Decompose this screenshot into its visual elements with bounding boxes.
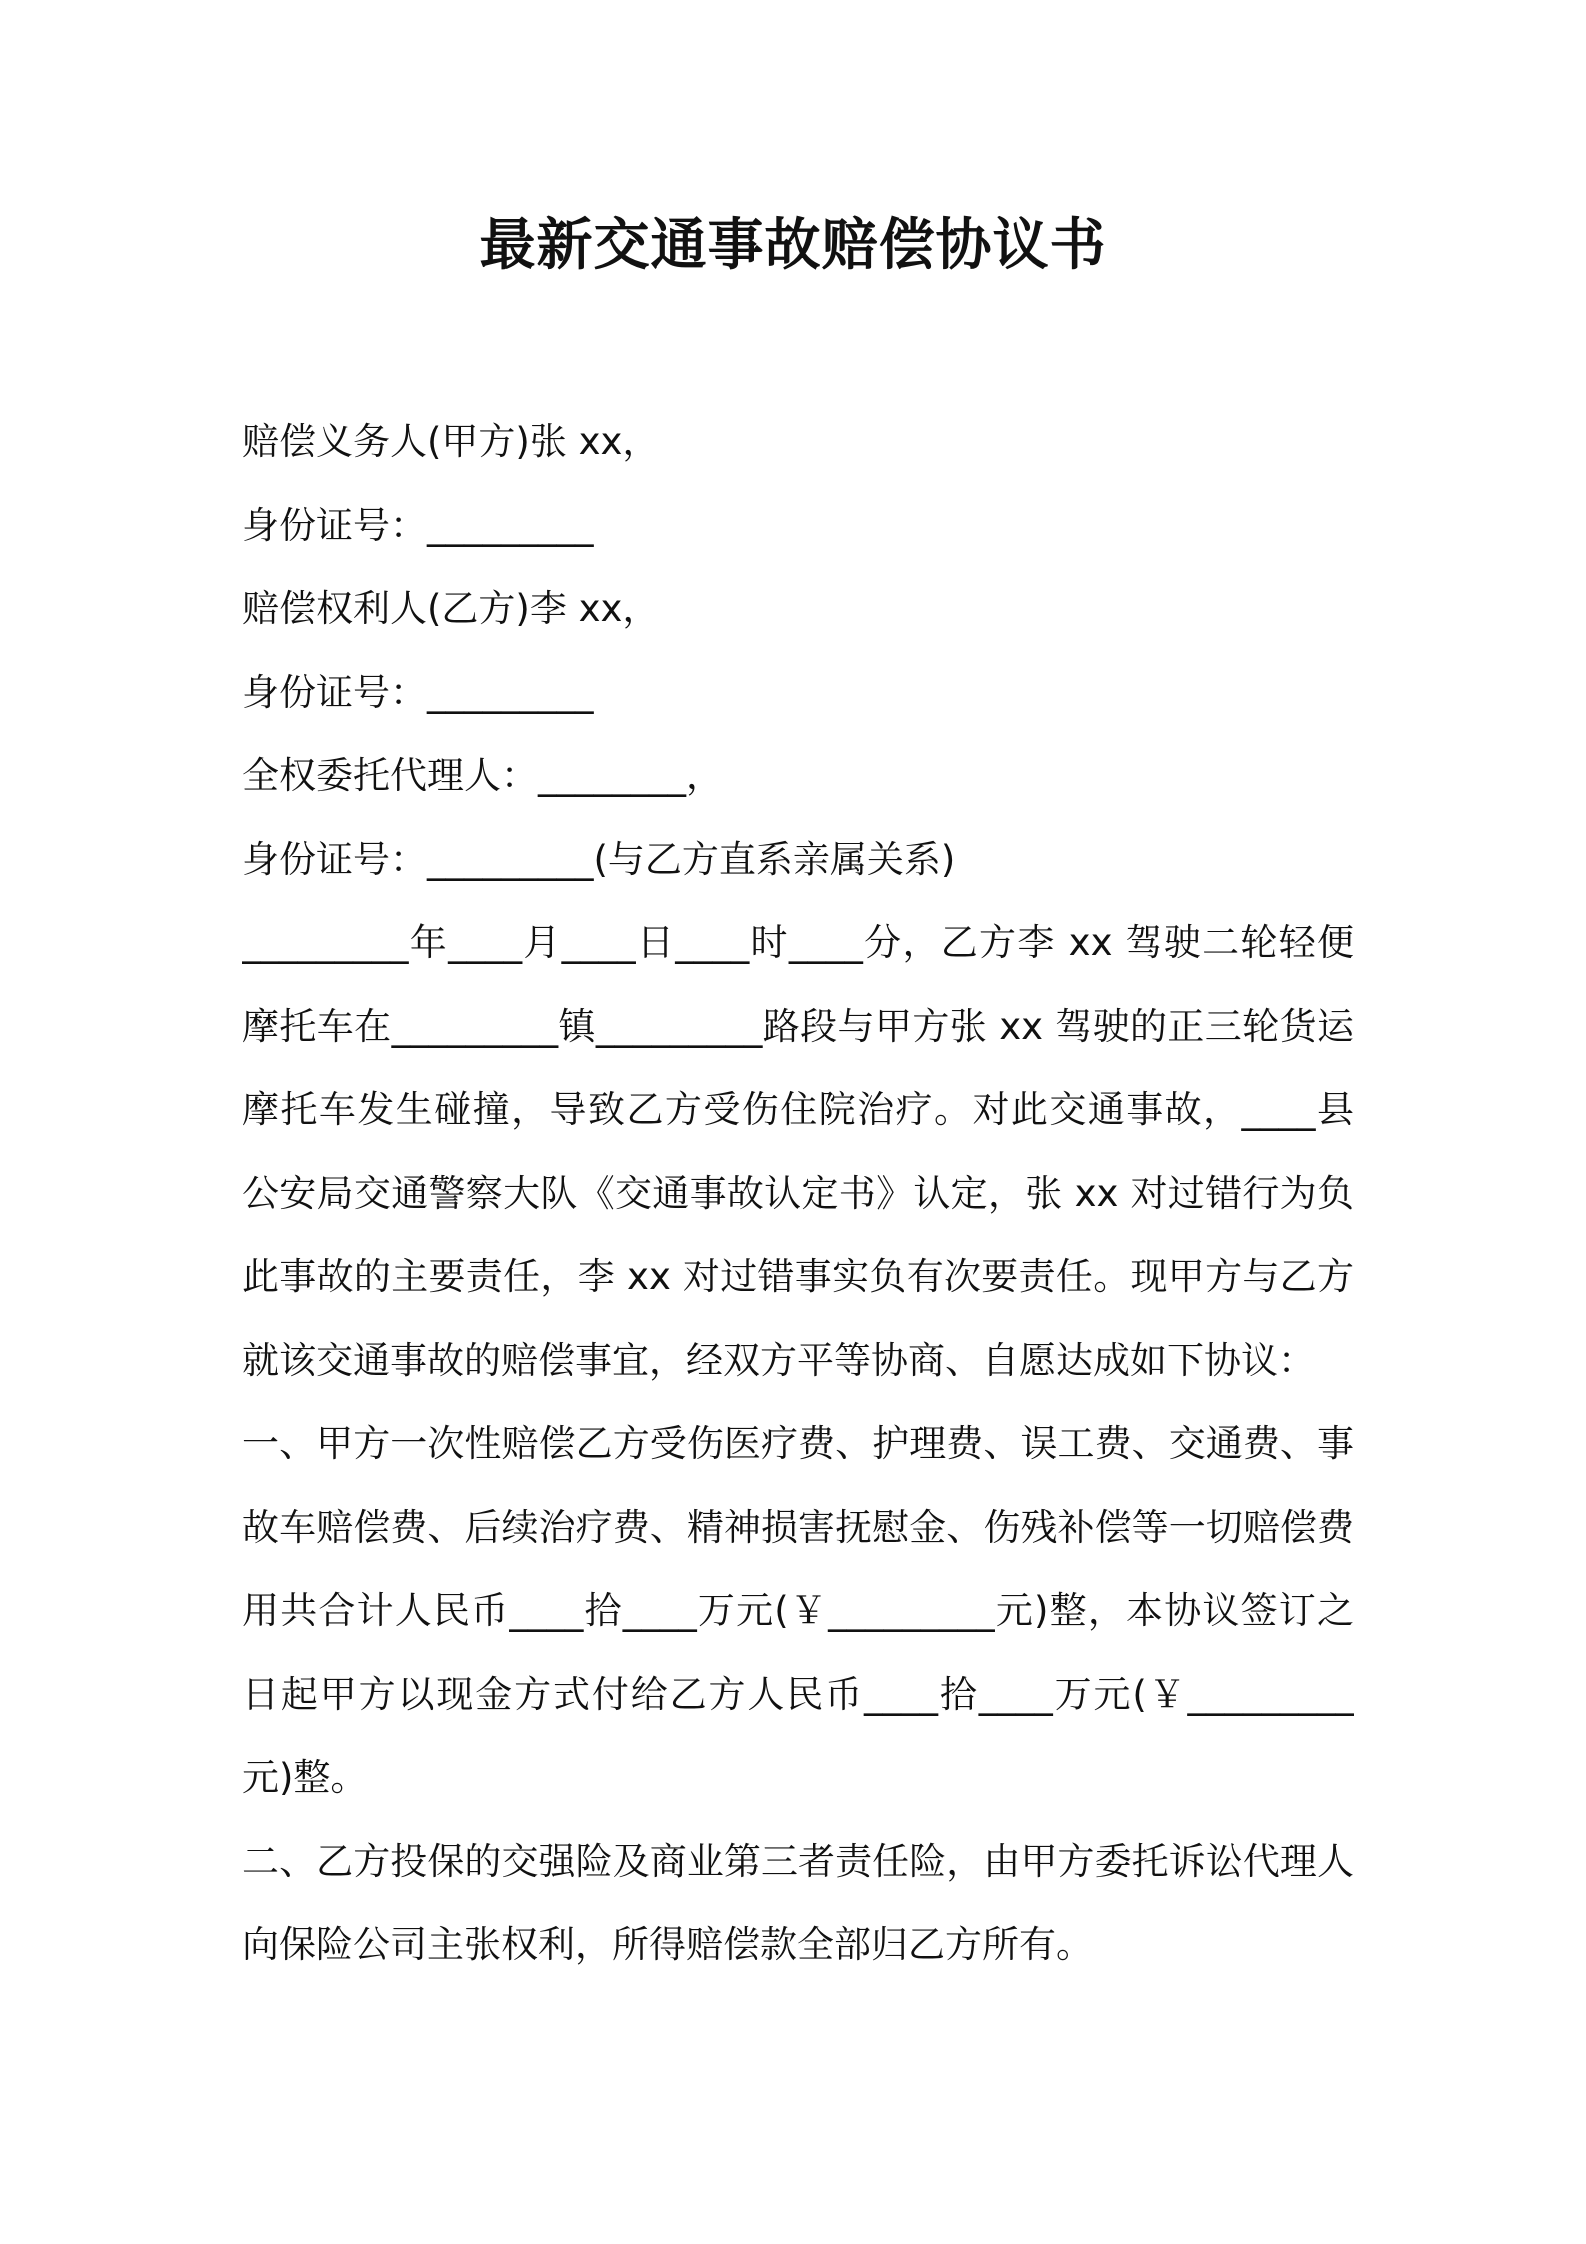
document-body	[242, 400, 1354, 1987]
accident-paragraph-line: _________年____月____日____时____分，乙方李 xx 驾驶二轮轻便	[242, 921, 1354, 964]
clause-two-line: 二、乙方投保的交强险及商业第三者责任险，由甲方委托诉讼代理人	[242, 1839, 1354, 1883]
clause-one-line: 故车赔偿费、后续治疗费、精神损害抚慰金、伤残补偿等一切赔偿费	[242, 1505, 1354, 1549]
clause-one-line: 用共合计人民币____拾____万元(￥_________元)整，本协议签订之	[242, 1589, 1354, 1632]
accident-paragraph-line: 摩托车发生碰撞，导致乙方受伤住院治疗。对此交通事故，____县	[242, 1088, 1354, 1131]
document-title: 最新交通事故赔偿协议书	[479, 213, 1107, 278]
agent-id-line: 身份证号：_________(与乙方直系亲属关系)	[242, 837, 956, 881]
claimant-id-line: 身份证号：_________	[242, 670, 594, 714]
clause-one-line: 日起甲方以现金方式付给乙方人民币____拾____万元(￥_________	[242, 1672, 1354, 1716]
obligor-line: 赔偿义务人(甲方)张 xx，	[242, 420, 660, 463]
clause-one-line: 元)整。	[242, 1756, 368, 1799]
obligor-id-line: 身份证号：_________	[242, 503, 594, 547]
accident-paragraph-line: 就该交通事故的赔偿事宜，经双方平等协商、自愿达成如下协议：	[242, 1338, 1315, 1382]
accident-paragraph-line: 摩托车在_________镇_________路段与甲方张 xx 驾驶的正三轮货运	[242, 1004, 1354, 1048]
clause-one-line: 一、甲方一次性赔偿乙方受伤医疗费、护理费、误工费、交通费、事	[242, 1422, 1354, 1465]
accident-paragraph-line: 此事故的主要责任，李 xx 对过错事实负有次要责任。现甲方与乙方	[242, 1255, 1354, 1298]
claimant-line: 赔偿权利人(乙方)李 xx，	[242, 587, 660, 630]
accident-paragraph-line: 公安局交通警察大队《交通事故认定书》认定，张 xx 对过错行为负	[242, 1171, 1354, 1215]
agent-line: 全权委托代理人：________，	[242, 754, 723, 797]
clause-two-line: 向保险公司主张权利，所得赔偿款全部归乙方所有。	[242, 1923, 1093, 1966]
